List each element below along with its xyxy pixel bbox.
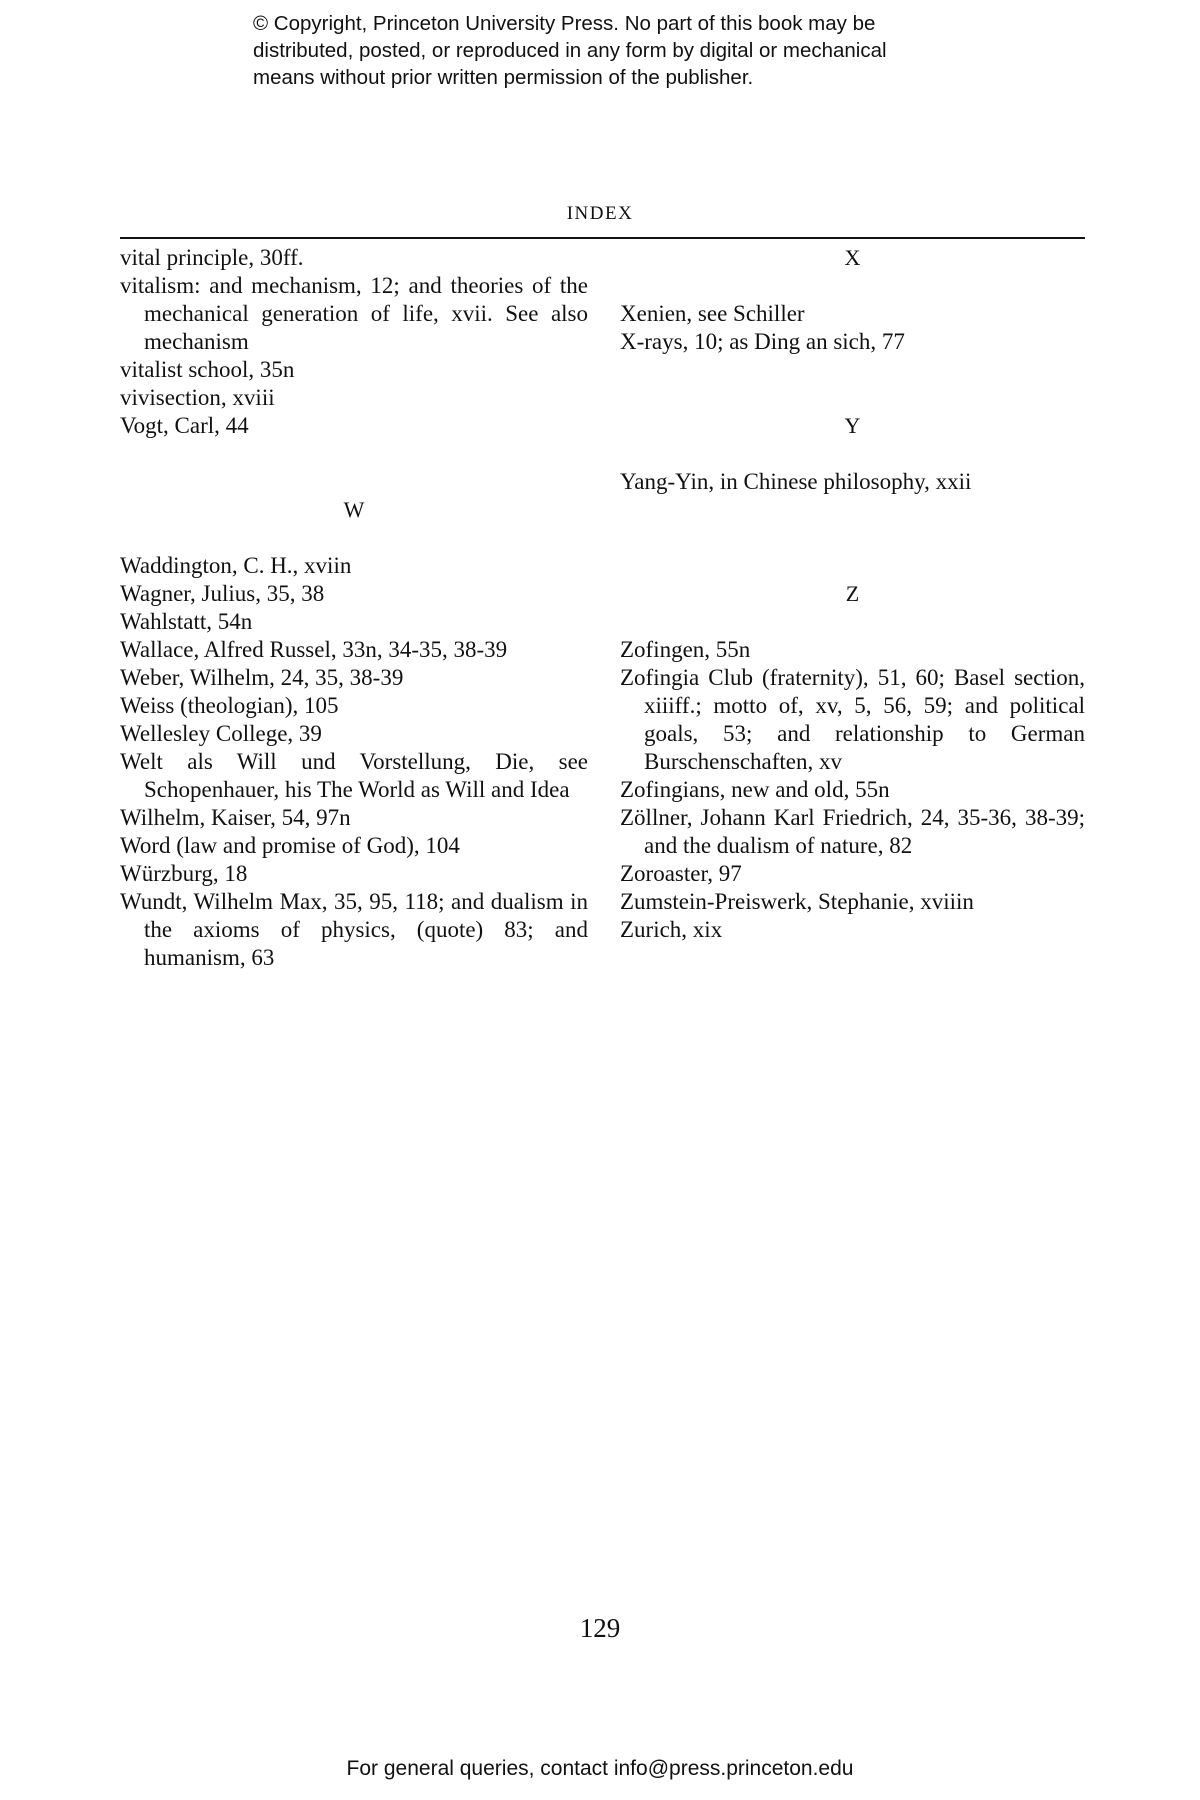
index-entry: Weiss (theologian), 105 — [120, 693, 339, 718]
section-letter: Z — [845, 581, 860, 606]
index-entry: Waddington, C. H., xviin — [120, 553, 352, 578]
spacer — [120, 524, 588, 552]
index-entry: Wagner, Julius, 35, 38 — [120, 581, 325, 606]
spacer — [620, 608, 1085, 636]
spacer — [620, 496, 1085, 552]
index-column-right — [620, 244, 1085, 944]
spacer — [620, 552, 1085, 580]
index-entry: Wundt, Wilhelm Max, 35, 95, 118; and dualism in the axioms of physics, (quote) 83; and humanism, 63 — [120, 889, 588, 970]
index-entry: Wahlstatt, 54n — [120, 609, 253, 634]
copyright-line: © Copyright, Princeton University Press. No part of this book may be — [253, 12, 876, 35]
section-letter: Y — [844, 413, 861, 438]
index-entry: vitalism: and mechanism, 12; and theories of the mechanical generation of life, xvii. See also mechanism — [120, 273, 588, 354]
copyright-notice — [253, 10, 1013, 91]
section-letter: W — [343, 497, 365, 522]
spacer — [620, 440, 1085, 468]
index-entry: vivisection, xviii — [120, 385, 275, 410]
index-entry: Zoroaster, 97 — [620, 861, 742, 886]
index-entry: Zumstein-Preiswerk, Stephanie, xviiin — [620, 889, 974, 914]
footer-contact: For general queries, contact info@press.princeton.edu — [346, 1757, 854, 1780]
index-entry: Vogt, Carl, 44 — [120, 413, 249, 438]
index-entry: X-rays, 10; as Ding an sich, 77 — [620, 329, 905, 354]
index-entry: vital principle, 30ff. — [120, 245, 304, 270]
index-entry: Yang-Yin, in Chinese philosophy, xxii — [620, 469, 972, 494]
spacer — [120, 440, 588, 496]
index-entry: Weber, Wilhelm, 24, 35, 38-39 — [120, 665, 404, 690]
index-column-left — [120, 244, 588, 972]
index-entry: Xenien, see Schiller — [620, 301, 805, 326]
index-entry: Word (law and promise of God), 104 — [120, 833, 460, 858]
index-entry: Zöllner, Johann Karl Friedrich, 24, 35-36, 38-39; and the dualism of nature, 82 — [620, 805, 1085, 858]
index-entry: Wallace, Alfred Russel, 33n, 34-35, 38-39 — [120, 637, 508, 662]
index-entry: Zofingians, new and old, 55n — [620, 777, 890, 802]
index-entry: Wilhelm, Kaiser, 54, 97n — [120, 805, 351, 830]
section-letter: X — [844, 245, 861, 270]
copyright-line: distributed, posted, or reproduced in any form by digital or mechanical — [253, 39, 887, 62]
page-number: 129 — [579, 1613, 621, 1643]
index-entry: Zofingia Club (fraternity), 51, 60; Basel section, xiiiff.; motto of, xv, 5, 56, 59; and political goals, 53; and relationship to German Burschenschaften, xv — [620, 665, 1085, 774]
spacer — [620, 356, 1085, 412]
copyright-line: means without prior written permission of the publisher. — [253, 66, 754, 89]
running-head: INDEX — [566, 203, 634, 224]
index-entry: Zofingen, 55n — [620, 637, 751, 662]
index-entry: Zurich, xix — [620, 917, 723, 942]
index-entry: Würzburg, 18 — [120, 861, 248, 886]
index-entry: vitalist school, 35n — [120, 357, 295, 382]
header-rule — [120, 237, 1085, 239]
index-entry: Welt als Will und Vorstellung, Die, see Schopenhauer, his The World as Will and Idea — [120, 749, 588, 802]
spacer — [620, 272, 1085, 300]
index-entry: Wellesley College, 39 — [120, 721, 322, 746]
